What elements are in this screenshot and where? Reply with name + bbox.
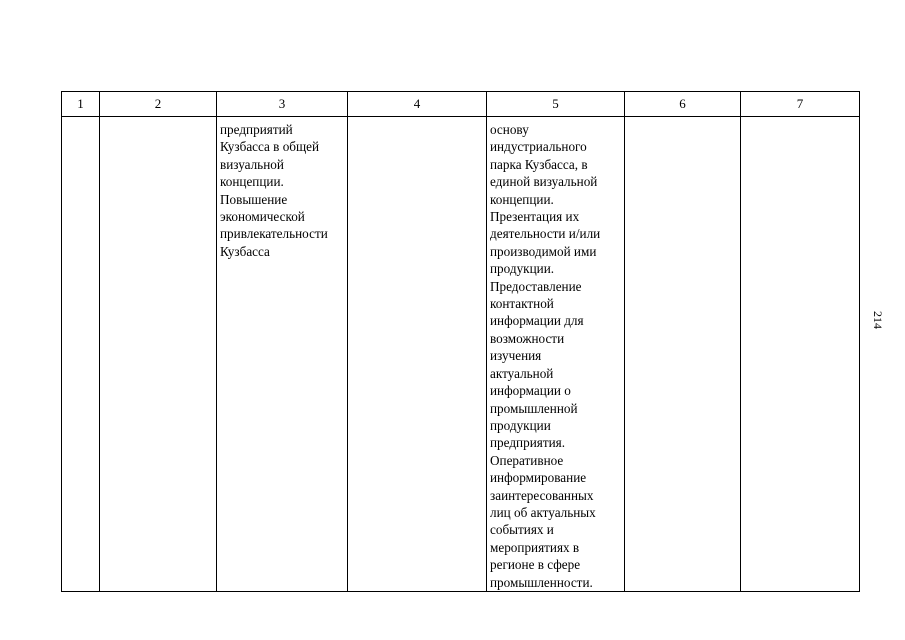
header-col-3: 3 — [217, 92, 348, 117]
page-number: 214 — [871, 311, 885, 329]
cell-col-5 — [487, 117, 625, 592]
table-row — [62, 117, 860, 592]
header-col-1: 1 — [62, 92, 100, 117]
header-col-4: 4 — [348, 92, 487, 117]
cell-col-1-text — [62, 117, 99, 121]
cell-col-3 — [217, 117, 348, 592]
cell-col-4 — [348, 117, 487, 592]
cell-col-6-text — [625, 117, 740, 121]
cell-col-7-text — [741, 117, 859, 121]
cell-col-6 — [625, 117, 741, 592]
table-header-row — [62, 92, 860, 117]
header-col-2: 2 — [100, 92, 217, 117]
cell-col-2-text — [100, 117, 216, 121]
header-col-7: 7 — [741, 92, 860, 117]
header-col-5: 5 — [487, 92, 625, 117]
header-col-6: 6 — [625, 92, 741, 117]
cell-col-4-text — [348, 117, 486, 121]
cell-col-3-text: предприятий Кузбасса в общей визуальной концепции. Повышение экономической привлекательности Кузбасса — [220, 122, 328, 259]
content-table — [61, 91, 860, 592]
cell-col-7 — [741, 117, 860, 592]
cell-col-1 — [62, 117, 100, 592]
cell-col-2 — [100, 117, 217, 592]
cell-col-5-text: основу индустриального парка Кузбасса, в единой визуальной концепции. Презентация их деятельности и/или производимой ими продукции. Предоставление контактной информации для возможности изучения актуальной информации о промышленной продукции предприятия. Оперативное информирование заинтересованных лиц об актуальных событиях и мероприятиях в регионе в сфере промышленности. — [490, 122, 601, 590]
